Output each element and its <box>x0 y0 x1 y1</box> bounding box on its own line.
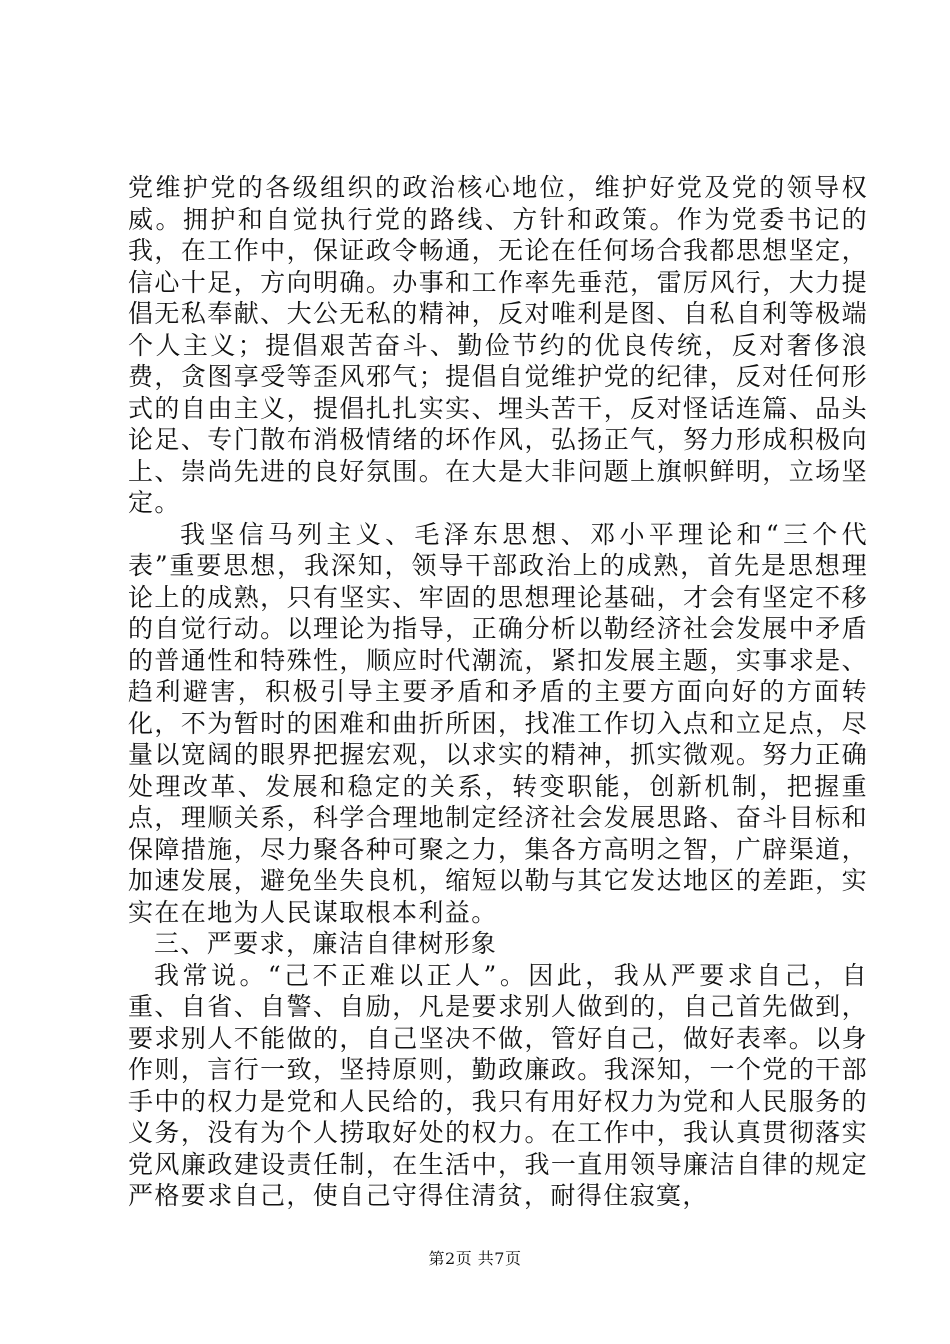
paragraph-2: 我坚信马列主义、毛泽东思想、邓小平理论和“三个代表”重要思想，我深知，领导干部政治上的成熟，首先是思想理论上的成熟，只有坚实、牢固的思想理论基础，才会有坚定不移的自觉行动。以理论为指导，正确分析以勒经济社会发展中矛盾的普通性和特殊性，顺应时代潮流，紧扣发展主题，实事求是、趋利避害，积极引导主要矛盾和矛盾的主要方面向好的方面转化，不为暂时的困难和曲折所困，找准工作切入点和立足点，尽量以宽阔的眼界把握宏观，以求实的精神，抓实微观。努力正确处理改革、发展和稳定的关系，转变职能，创新机制，把握重点，理顺关系，科学合理地制定经济社会发展思路、奋斗目标和保障措施，尽力聚各种可聚之力，集各方高明之智，广辟渠道，加速发展，避免坐失良机，缩短以勒与其它发达地区的差距，实实在在地为人民谋取根本利益。 <box>128 519 868 927</box>
page-footer: 第2页 共7页 <box>428 1249 522 1268</box>
paragraph-3: 我常说。“己不正难以正人”。因此，我从严要求自己，自重、自省、自警、自励，凡是要求别人做到的，自己首先做到，要求别人不能做的，自己坚决不做，管好自己，做好表率。以身作则，言行一致，坚持原则，勤政廉政。我深知，一个党的干部手中的权力是党和人民给的，我只有用好权力为党和人民服务的义务，没有为个人捞取好处的权力。在工作中，我认真贯彻落实党风廉政建设责任制，在生活中，我一直用领导廉洁自律的规定严格要求自己，使自己守得住清贫，耐得住寂寞， <box>128 960 868 1210</box>
section-heading: 三、严要求，廉洁自律树形象 <box>154 929 498 958</box>
body-text <box>128 172 868 1212</box>
paragraph-1: 党维护党的各级组织的政治核心地位，维护好党及党的领导权威。拥护和自觉执行党的路线、方针和政策。作为党委书记的我，在工作中，保证政令畅通，无论在任何场合我都思想坚定，信心十足，方向明确。办事和工作率先垂范，雷厉风行，大力提倡无私奉献、大公无私的精神，反对唯利是图、自私自利等极端个人主义；提倡艰苦奋斗、勤俭节约的优良传统，反对奢侈浪费，贪图享受等歪风邪气；提倡自觉维护党的纪律，反对任何形式的自由主义，提倡扎扎实实、埋头苦干，反对怪话连篇、品头论足、专门散布消极情绪的坏作风，弘扬正气，努力形成积极向上、崇尚先进的良好氛围。在大是大非问题上旗帜鲜明，立场坚定。 <box>128 173 868 517</box>
